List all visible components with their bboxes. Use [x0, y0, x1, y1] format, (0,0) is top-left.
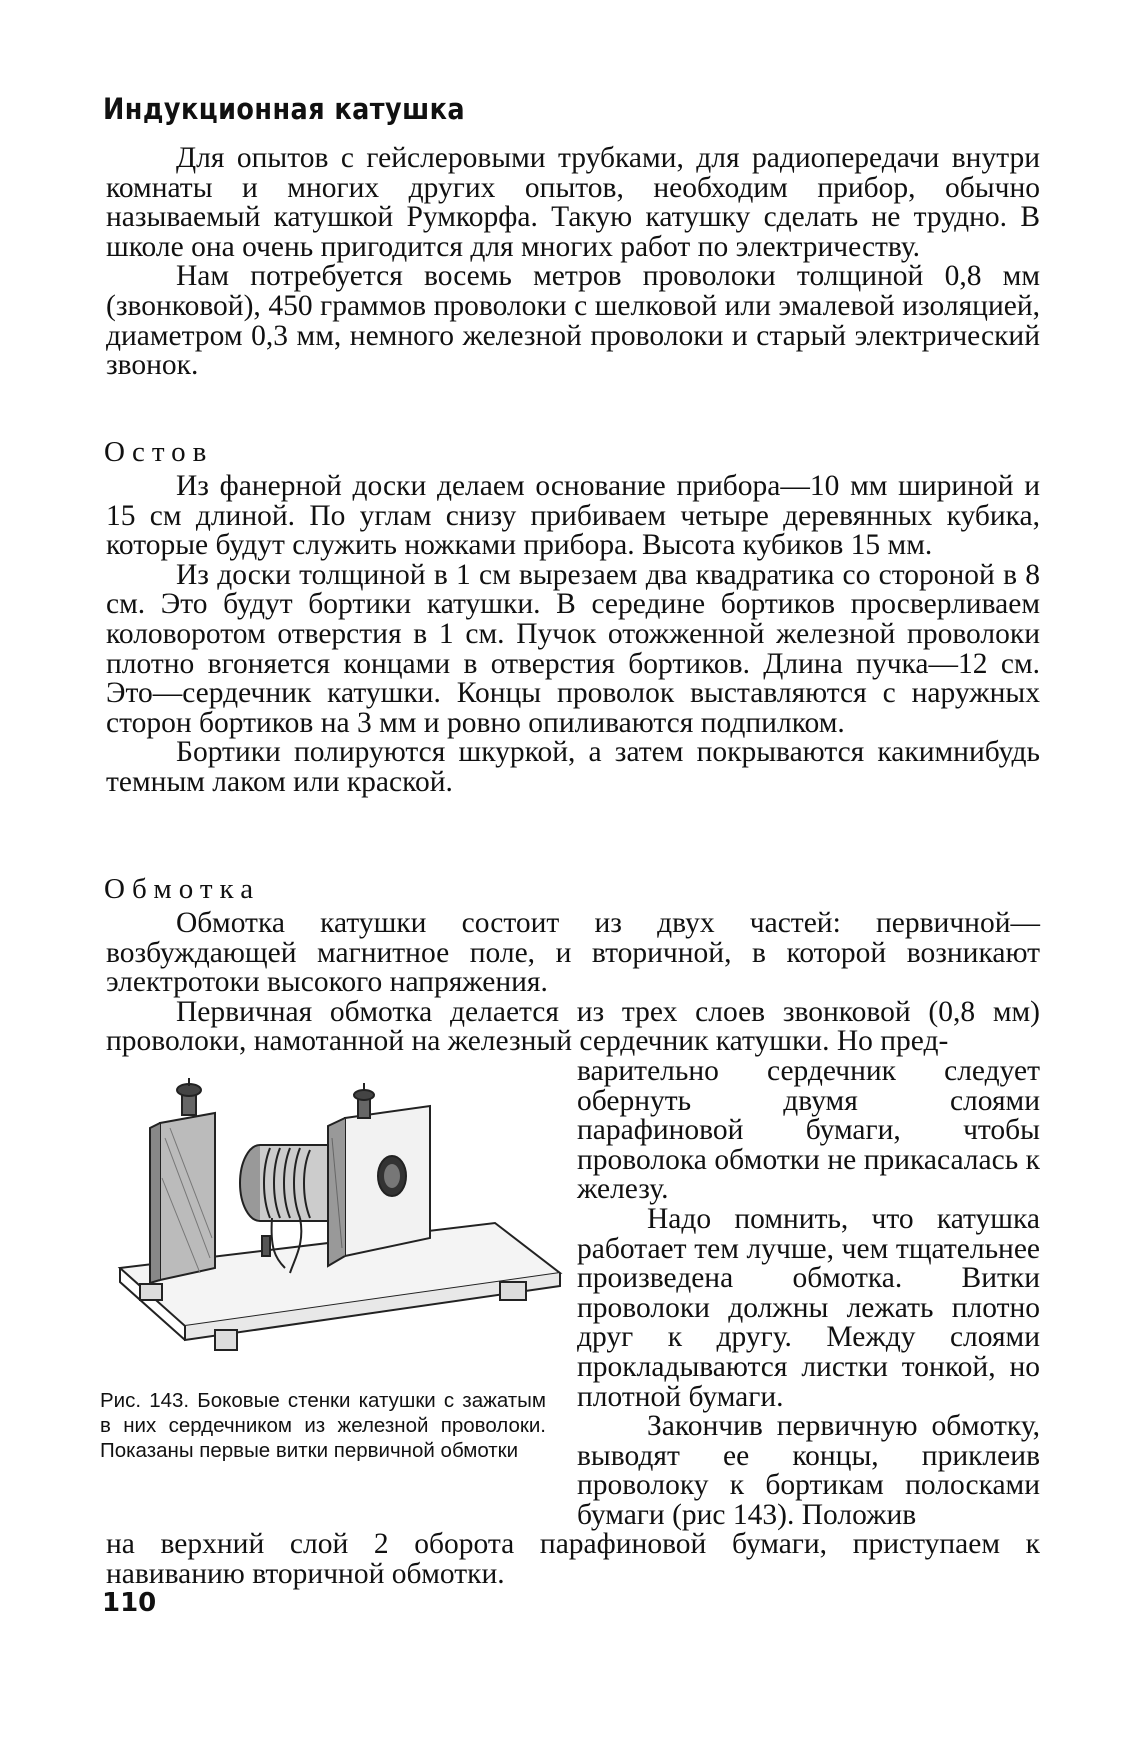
page-number: 110 — [102, 1588, 157, 1618]
page-title: Индукционная катушка — [103, 92, 466, 126]
closing-paragraph: на верхний слой 2 оборота парафиновой бумаги, приступаем к навиванию вторичной обмотки. — [106, 1528, 1040, 1590]
intro-text — [106, 144, 1040, 381]
closing-text — [106, 1530, 1040, 1589]
section-heading-ostov: Остов — [104, 436, 214, 468]
section-heading-obmotka: Обмотка — [104, 873, 261, 905]
obmotka-paragraph-1: Обмотка катушки состоит из двух частей: первичной—возбуждающей магнитное поле, и вторичной, в которой возникают электротоки высокого напряжения. — [106, 907, 1040, 999]
figure-caption: Рис. 143. Боковые стенки катушки с зажатым в них сердечником из железной проволоки. Показаны первые витки первичной обмотки — [100, 1389, 546, 1462]
intro-paragraph-2: Нам потребуется восемь метров проволоки толщиной 0,8 мм (звонковой), 450 граммов проволоки с шелковой или эмалевой изоляцией, диаметром 0,3 мм, немного железной проволоки и старый электрический звонок. — [106, 260, 1040, 382]
section-ostov-text — [106, 472, 1040, 798]
column-paragraph-2: Надо помнить, что катушка работает тем лучше, чем тщательнее произведена обмотка. Витки проволоки должны лежать плотно друг к другу. Между слоями прокладываются листки тонкой, но плотной бумаги. — [577, 1202, 1040, 1413]
ostov-paragraph-1: Из фанерной доски делаем основание прибора—10 мм шириной и 15 см длиной. По углам снизу прибиваем четыре деревянных кубика, которые будут служить ножками прибора. Высота кубиков 15 мм. — [106, 470, 1040, 562]
right-column-text — [577, 1057, 1040, 1531]
section-obmotka-text — [106, 909, 1040, 1057]
coil-illustration — [100, 1068, 570, 1388]
intro-paragraph-1: Для опытов с гейслеровыми трубками, для радиопередачи внутри комнаты и многих других опытов, необходим прибор, обычно называемый катушкой Румкорфа. Такую катушку сделать не трудно. В школе она очень пригодится для многих работ по электричеству. — [106, 142, 1040, 263]
column-paragraph-3: Закончив первичную обмотку, выводят ее концы, приклеив проволоку к бортикам полосками бумаги (рис 143). Положив — [577, 1410, 1040, 1531]
obmotka-paragraph-2: Первичная обмотка делается из трех слоев звонковой (0,8 мм) проволоки, намотанной на железный сердечник катушки. Но пред- — [106, 995, 1040, 1058]
ostov-paragraph-3: Бортики полируются шкуркой, а затем покрываются какимнибудь темным лаком или краской. — [106, 736, 1040, 798]
ostov-paragraph-2: Из доски толщиной в 1 см вырезаем два квадратика со стороной в 8 см. Это будут бортики катушки. В середине бортиков просверливаем коловоротом отверстия в 1 см. Пучок отожженной железной проволоки плотно вгоняется концами в отверстия бортиков. Длина пучка—12 см. Это—сердечник катушки. Концы проволок выставляются с наружных сторон бортиков на 3 мм и ровно опиливаются подпилком. — [106, 558, 1040, 739]
column-paragraph-1-continued: варительно сердечник следует обернуть двумя слоями парафиновой бумаги, чтобы проволока обмотки не прикасалась к железу. — [577, 1055, 1040, 1206]
